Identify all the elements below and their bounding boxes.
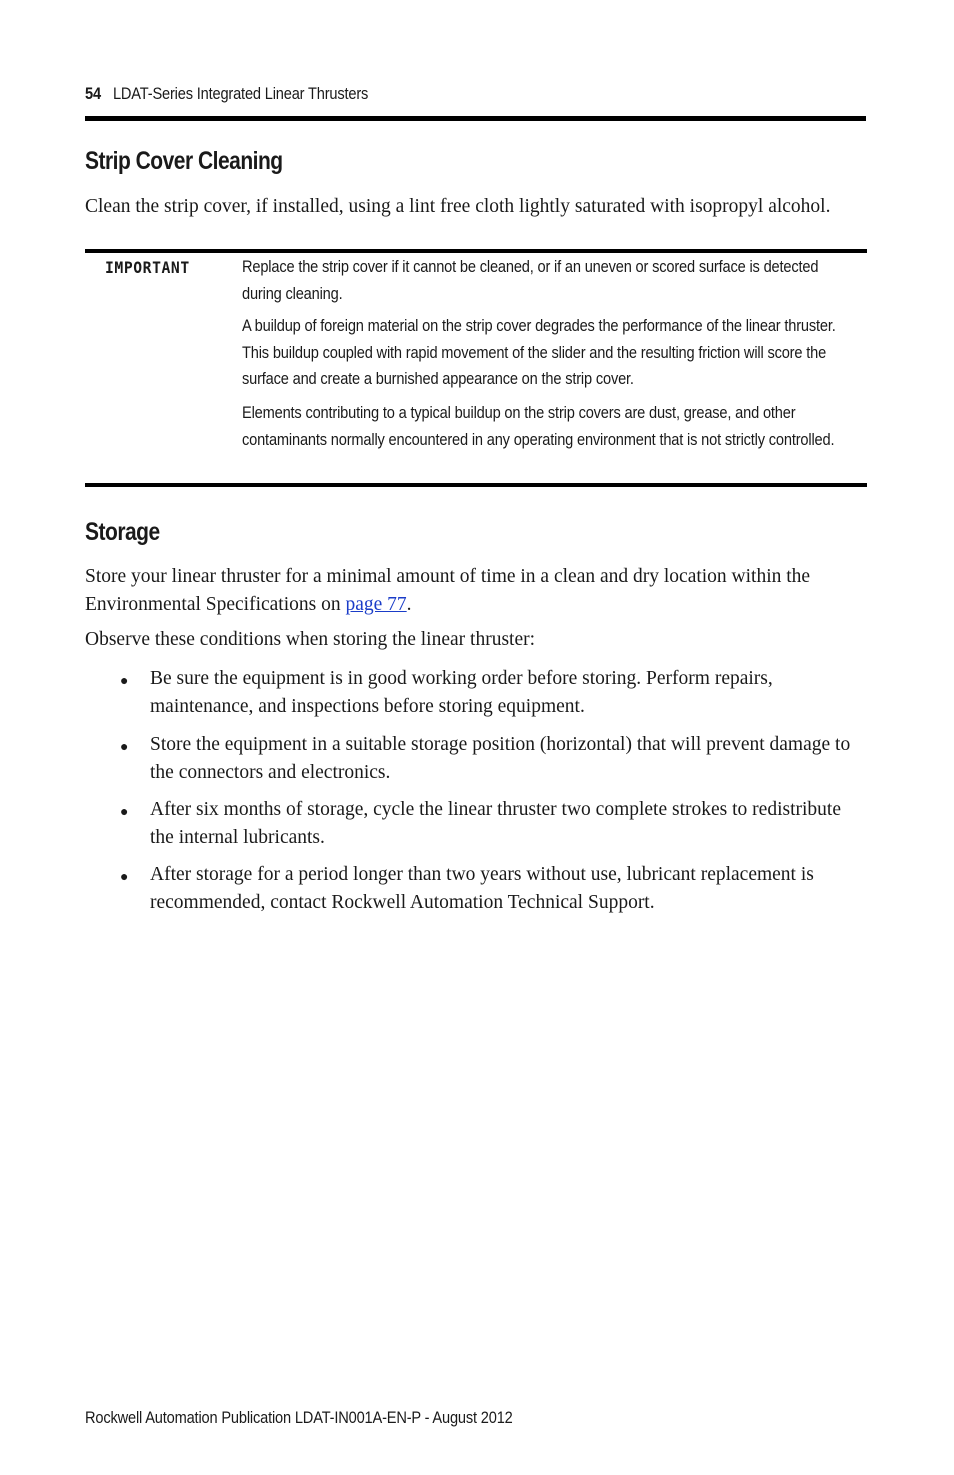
running-header (85, 84, 368, 104)
page-77-link[interactable]: page 77 (345, 593, 407, 615)
list-item: Be sure the equipment is in good working order before storing. Perform repairs, maintenance, and inspections before storing equipment. (150, 668, 773, 717)
important-top-rule (85, 249, 867, 253)
list-item: After six months of storage, cycle the linear thruster two complete strokes to redistribute the internal lubricants. (150, 799, 841, 848)
storage-conditions-intro: Observe these conditions when storing the linear thruster: (85, 629, 536, 650)
storage-intro (85, 563, 866, 618)
important-paragraph-2: A buildup of foreign material on the strip cover degrades the performance of the linear thruster. This buildup coupled with rapid movement of the slider and the resulting friction will score the surface and create a burnished appearance on the strip cover. (242, 316, 836, 388)
bullet-icon: ● (120, 868, 129, 884)
page-number: 54 (85, 84, 101, 103)
list-item: After storage for a period longer than two years without use, lubricant replacement is recommended, contact Rockwell Automation Technical Support. (150, 864, 814, 913)
important-paragraph-1: Replace the strip cover if it cannot be cleaned, or if an uneven or scored surface is detected during cleaning. (242, 257, 819, 303)
publication-footer: Rockwell Automation Publication LDAT-IN001A-EN-P - August 2012 (85, 1408, 513, 1427)
strip-cover-heading: Strip Cover Cleaning (85, 147, 283, 175)
storage-heading: Storage (85, 518, 160, 546)
important-label: IMPORTANT (105, 258, 190, 277)
bullet-icon: ● (120, 803, 129, 819)
list-item: Store the equipment in a suitable storage position (horizontal) that will prevent damage to the connectors and electronics. (150, 734, 851, 783)
important-paragraph-3: Elements contributing to a typical buildup on the strip covers are dust, grease, and other contaminants normally encountered in any operating environment that is not strictly controlled. (242, 403, 835, 449)
bullet-icon: ● (120, 672, 129, 688)
header-rule (85, 116, 866, 121)
strip-cover-body: Clean the strip cover, if installed, using a lint free cloth lightly saturated with isopropyl alcohol. (85, 196, 831, 217)
storage-intro-text: Store your linear thruster for a minimal amount of time in a clean and dry location within the Environmental Specifications on (85, 566, 811, 615)
storage-intro-end: . (406, 593, 412, 615)
document-title: LDAT-Series Integrated Linear Thrusters (112, 84, 369, 103)
bullet-icon: ● (120, 738, 129, 754)
important-bottom-rule (85, 483, 867, 487)
